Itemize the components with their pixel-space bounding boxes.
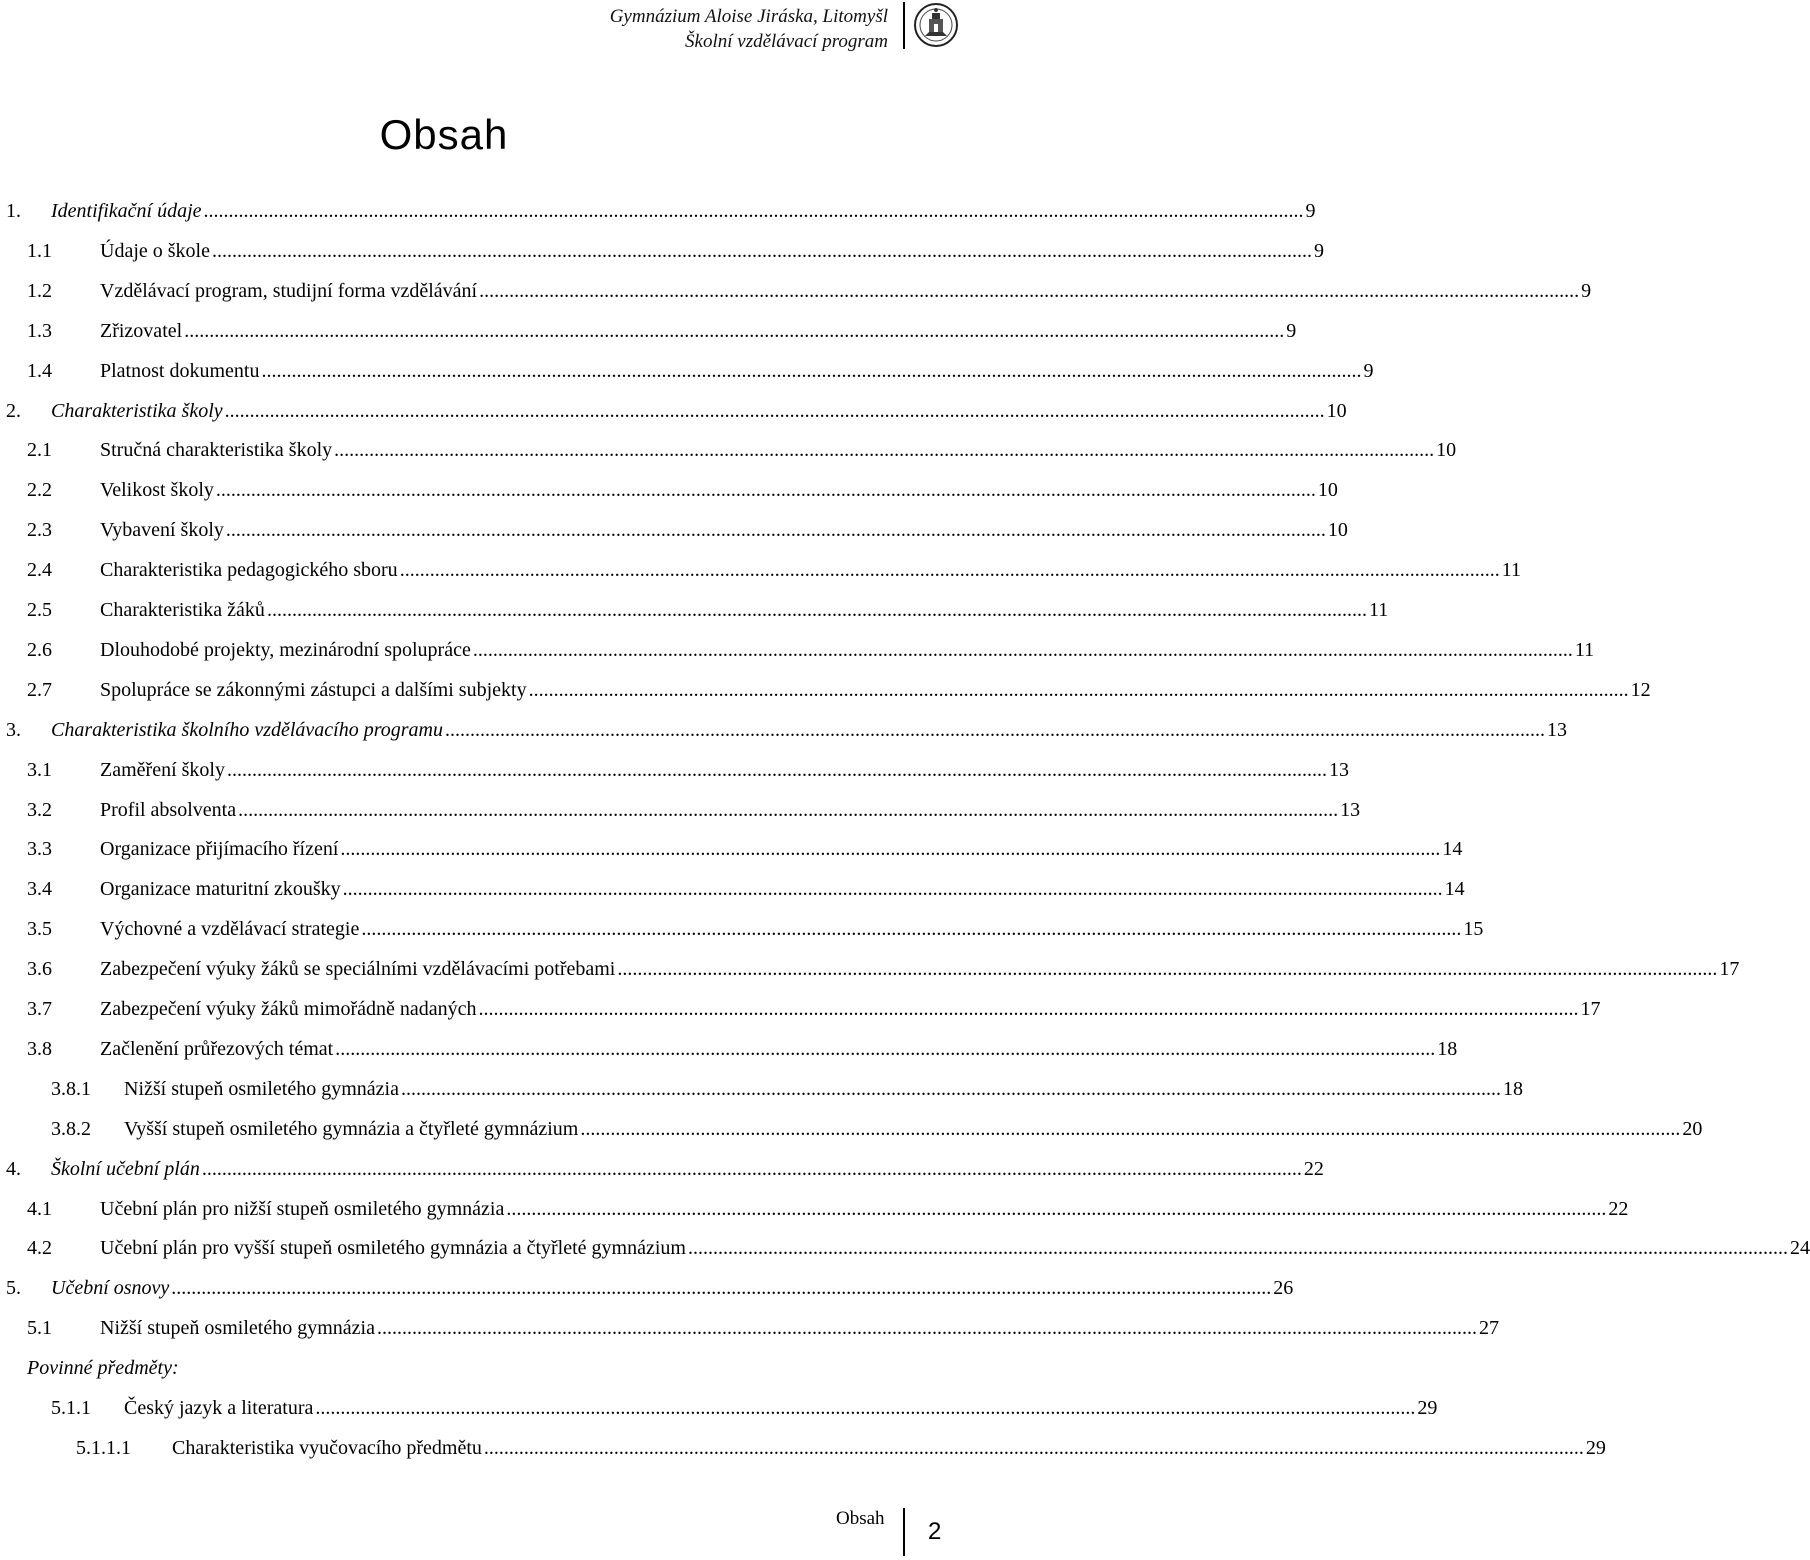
toc-page-number: 12: [1630, 678, 1651, 701]
toc-page-number: 13: [1328, 758, 1349, 781]
toc-entry-line: [100, 1232, 1810, 1264]
toc-entry[interactable]: [0, 355, 1374, 387]
toc-dot-leader: ............................................................................................................................................................................................................................: [211, 239, 1312, 262]
toc-dot-leader: ............................................................................................................................................................................................................................: [478, 998, 1579, 1020]
toc-entry-title[interactable]: Profil absolventa: [100, 798, 237, 821]
toc-entry[interactable]: [0, 794, 1361, 826]
toc-entry-title[interactable]: Dlouhodobé projekty, mezinárodní spolupráce: [100, 638, 471, 661]
toc-page-number: 13: [1547, 718, 1567, 741]
toc-page-number: 9: [1363, 359, 1374, 382]
toc-entry-line: [51, 1153, 1324, 1185]
toc-entry-title[interactable]: Nižší stupeň osmiletého gymnázia: [124, 1077, 399, 1100]
toc-entry[interactable]: [0, 514, 1348, 546]
toc-page-number: 22: [1303, 1157, 1324, 1180]
toc-entry[interactable]: [0, 873, 1465, 905]
toc-dot-leader: ............................................................................................................................................................................................................................: [335, 1037, 1436, 1060]
toc-entry-title[interactable]: Vzdělávací program, studijní forma vzdělávání: [100, 279, 478, 302]
toc-entry-title[interactable]: Začlenění průřezových témat: [100, 1037, 334, 1060]
toc-dot-leader: ............................................................................................................................................................................................................................: [361, 918, 1462, 941]
toc-entry-number: 5.1.1.1: [76, 1436, 131, 1459]
toc-entry-title[interactable]: Organizace přijímacího řízení: [100, 838, 339, 861]
toc-page-number: 9: [1581, 279, 1592, 302]
page-header: [0, 0, 960, 60]
footer-section-label: Obsah: [836, 1508, 885, 1529]
toc-dot-leader: ............................................................................................................................................................................................................................: [201, 1157, 1302, 1180]
toc-entry[interactable]: [0, 1312, 1499, 1344]
toc-dot-leader: ............................................................................................................................................................................................................................: [334, 439, 1435, 462]
toc-entry-title[interactable]: Charakteristika žáků: [100, 599, 265, 621]
toc-dot-leader: ............................................................................................................................................................................................................................: [506, 1197, 1607, 1220]
toc-page-number: 27: [1478, 1317, 1499, 1340]
toc-entry-number: 1.2: [27, 279, 52, 302]
toc-entry-title[interactable]: Učební osnovy: [51, 1277, 170, 1300]
toc-entry-title[interactable]: Výchovné a vzdělávací strategie: [100, 918, 360, 941]
toc-dot-leader: ............................................................................................................................................................................................................................: [445, 718, 1545, 741]
toc-entry-number: 3.5: [27, 918, 52, 941]
toc-entry-title[interactable]: Český jazyk a literatura: [124, 1397, 314, 1419]
toc-entry-line: [124, 1113, 1703, 1145]
toc-entry-line: [100, 873, 1465, 905]
toc-entry-number: 2.7: [27, 678, 52, 701]
toc-page-number: 14: [1444, 878, 1465, 901]
school-crest-logo-icon: [913, 0, 959, 50]
toc-dot-leader: ............................................................................................................................................................................................................................: [617, 958, 1718, 981]
toc-entry[interactable]: [0, 474, 1338, 506]
toc-dot-leader: ............................................................................................................................................................................................................................: [342, 878, 1443, 901]
toc-entry-number: 1.3: [27, 319, 52, 342]
toc-entry-line: [100, 953, 1740, 985]
toc-entry-number: 3.2: [27, 798, 52, 821]
toc-entry[interactable]: [0, 714, 1567, 746]
toc-entry[interactable]: [0, 754, 1349, 786]
toc-entry-title[interactable]: Školní učební plán: [51, 1157, 200, 1180]
toc-entry[interactable]: [0, 554, 1521, 586]
toc-dot-leader: ............................................................................................................................................................................................................................: [215, 479, 1316, 502]
toc-entry-number: 3.1: [27, 758, 52, 781]
toc-group-heading: Povinné předměty:: [27, 1357, 179, 1380]
toc-entry-number: 1.1: [27, 239, 52, 262]
toc-page-number: 10: [1326, 399, 1347, 422]
toc-entry-number: 5.1: [27, 1317, 52, 1340]
header-program-name: Školní vzdělávací program: [685, 31, 888, 52]
toc-page-number: 26: [1273, 1277, 1294, 1300]
toc-entry-line: [100, 833, 1463, 865]
toc-dot-leader: ............................................................................................................................................................................................................................: [687, 1237, 1788, 1260]
toc-dot-leader: ............................................................................................................................................................................................................................: [261, 359, 1362, 382]
toc-entry[interactable]: [0, 993, 1601, 1025]
toc-entry-line: [100, 794, 1361, 826]
toc-entry-number: 2.6: [27, 638, 52, 661]
toc-page-number: 11: [1501, 559, 1521, 582]
toc-dot-leader: ............................................................................................................................................................................................................................: [479, 279, 1580, 302]
toc-entry-title[interactable]: Učební plán pro vyšší stupeň osmiletého gymnázia a čtyřleté gymnázium: [100, 1237, 686, 1260]
toc-entry-title[interactable]: Vyšší stupeň osmiletého gymnázia a čtyřleté gymnázium: [124, 1117, 579, 1140]
toc-entry-number: 3.8.1: [51, 1077, 91, 1100]
toc-entry[interactable]: [0, 434, 1457, 466]
toc-entry-line: [51, 195, 1316, 227]
toc-entry-title[interactable]: Spolupráce se zákonnými zástupci a dalšími subjekty: [100, 678, 527, 701]
toc-entry-number: 2.5: [27, 599, 52, 621]
toc-entry[interactable]: [0, 674, 1651, 706]
page-title: Obsah: [379, 111, 509, 158]
toc-entry[interactable]: [0, 1272, 1294, 1304]
toc-entry-line: [100, 315, 1297, 347]
toc-entry[interactable]: [0, 315, 1297, 347]
toc-entry-line: [100, 235, 1324, 267]
toc-dot-leader: ............................................................................................................................................................................................................................: [224, 399, 1325, 422]
toc-entry[interactable]: [0, 1193, 1629, 1225]
toc-entry-line: [100, 754, 1349, 786]
toc-entry-line: [100, 1193, 1629, 1225]
toc-entry[interactable]: [0, 1232, 1810, 1264]
toc-entry-number: 3.: [6, 718, 21, 741]
toc-entry-number: 2.2: [27, 479, 52, 502]
toc-page-number: 29: [1417, 1397, 1438, 1419]
toc-dot-leader: ............................................................................................................................................................................................................................: [483, 1436, 1584, 1459]
toc-entry-line: [51, 1272, 1294, 1304]
toc-dot-leader: ............................................................................................................................................................................................................................: [184, 319, 1285, 342]
footer-page-number: 2: [928, 1518, 942, 1545]
toc-entry-line: [51, 714, 1567, 746]
toc-entry-line: [51, 395, 1347, 427]
toc-entry-line: [100, 594, 1389, 626]
toc-entry[interactable]: [0, 594, 1389, 626]
toc-entry-line: [100, 275, 1592, 307]
toc-entry-number: 3.4: [27, 878, 52, 901]
toc-entry-title[interactable]: Zabezpečení výuky žáků se speciálními vzdělávacími potřebami: [100, 958, 616, 981]
toc-entry-number: 1.: [6, 200, 21, 222]
toc-entry[interactable]: [0, 953, 1740, 985]
toc-entry-number: 2.1: [27, 439, 52, 462]
toc-page-number: 13: [1340, 798, 1361, 821]
toc-entry[interactable]: [0, 395, 1347, 427]
toc-dot-leader: ............................................................................................................................................................................................................................: [376, 1317, 1477, 1340]
toc-entry-line: [100, 674, 1651, 706]
toc-page-number: 10: [1317, 479, 1338, 502]
toc-entry-number: 3.3: [27, 838, 52, 861]
toc-entry-line: [100, 634, 1595, 666]
toc-entry-line: [100, 355, 1374, 387]
toc-entry-title[interactable]: Stručná charakteristika školy: [100, 439, 333, 462]
toc-entry-title[interactable]: Charakteristika vyučovacího předmětu: [172, 1436, 482, 1459]
toc-page-number: 29: [1585, 1436, 1606, 1459]
toc-entry[interactable]: [0, 1352, 960, 1384]
toc-entry[interactable]: [0, 1432, 1606, 1464]
toc-entry-number: 5.1.1: [51, 1397, 91, 1419]
toc-page-number: 11: [1368, 599, 1389, 621]
toc-entry[interactable]: [0, 275, 1592, 307]
toc-entry-number: 4.2: [27, 1237, 52, 1260]
toc-entry-number: 3.6: [27, 958, 52, 981]
toc-page-number: 9: [1313, 239, 1324, 262]
toc-entry-title[interactable]: Identifikační údaje: [51, 200, 202, 222]
toc-entry-line: [124, 1392, 1438, 1424]
toc-entry-title[interactable]: Zřizovatel: [100, 319, 183, 342]
toc-entry-title[interactable]: Zabezpečení výuky žáků mimořádně nadaných: [100, 998, 477, 1020]
toc-entry-title[interactable]: Zaměření školy: [100, 758, 225, 781]
toc-dot-leader: ............................................................................................................................................................................................................................: [171, 1277, 1272, 1300]
toc-page-number: 18: [1437, 1037, 1458, 1060]
toc-entry-number: 2.3: [27, 519, 52, 542]
toc-page-number: 15: [1463, 918, 1484, 941]
toc-entry-number: 4.: [6, 1157, 21, 1180]
toc-entry-title[interactable]: Údaje o škole: [100, 239, 210, 262]
toc-entry-line: [100, 514, 1348, 546]
footer-divider: [903, 1508, 905, 1556]
toc-entry-title[interactable]: Nižší stupeň osmiletého gymnázia: [100, 1317, 375, 1340]
toc-entry-line: [124, 1073, 1523, 1105]
toc-entry[interactable]: [0, 235, 1324, 267]
toc-dot-leader: ............................................................................................................................................................................................................................: [225, 519, 1326, 542]
toc-entry[interactable]: [0, 1113, 1703, 1145]
toc-entry[interactable]: [0, 1153, 1324, 1185]
toc-entry-line: [100, 993, 1601, 1025]
toc-page-number: 17: [1719, 958, 1740, 981]
toc-entry-number: 3.8.2: [51, 1117, 91, 1140]
toc-entry-line: [100, 1033, 1458, 1065]
toc-entry[interactable]: [0, 634, 1595, 666]
toc-dot-leader: ............................................................................................................................................................................................................................: [203, 200, 1304, 222]
header-school-name: Gymnázium Aloise Jiráska, Litomyšl: [609, 6, 888, 27]
toc-entry[interactable]: [0, 1392, 1438, 1424]
toc-entry-number: 5.: [6, 1277, 21, 1300]
toc-page-number: 20: [1682, 1117, 1703, 1140]
toc-entry-title[interactable]: Charakteristika školy: [51, 399, 223, 422]
toc-entry-title[interactable]: Učební plán pro nižší stupeň osmiletého gymnázia: [100, 1197, 505, 1220]
toc-entry[interactable]: [0, 1033, 1458, 1065]
header-divider: [903, 2, 905, 49]
toc-entry-line: [100, 554, 1521, 586]
toc-page-number: 24: [1789, 1237, 1810, 1260]
toc-dot-leader: ............................................................................................................................................................................................................................: [528, 678, 1629, 701]
toc-dot-leader: ............................................................................................................................................................................................................................: [472, 638, 1573, 661]
toc-entry[interactable]: [0, 1073, 1523, 1105]
toc-entry-line: [100, 434, 1457, 466]
toc-entry-line: [100, 913, 1484, 945]
toc-entry-line: [172, 1432, 1606, 1464]
toc-dot-leader: ............................................................................................................................................................................................................................: [580, 1117, 1681, 1140]
toc-entry-number: 3.7: [27, 998, 52, 1020]
toc-page-number: 14: [1442, 838, 1463, 861]
toc-entry-title[interactable]: Organizace maturitní zkoušky: [100, 878, 341, 901]
toc-entry-title[interactable]: Charakteristika pedagogického sboru: [100, 559, 398, 582]
toc-page-number: 9: [1286, 319, 1297, 342]
toc-page-number: 17: [1580, 998, 1601, 1020]
toc-page-number: 10: [1327, 519, 1348, 542]
toc-entry-number: 3.8: [27, 1037, 52, 1060]
toc-entry-number: 2.4: [27, 559, 52, 582]
header-text: [610, 4, 888, 54]
toc-dot-leader: ............................................................................................................................................................................................................................: [315, 1397, 1416, 1419]
toc-entry-number: 1.4: [27, 359, 52, 382]
toc-page-number: 22: [1608, 1197, 1629, 1220]
toc-entry-number: 2.: [6, 399, 21, 422]
toc-dot-leader: ............................................................................................................................................................................................................................: [238, 798, 1339, 821]
toc-dot-leader: ............................................................................................................................................................................................................................: [226, 758, 1327, 781]
toc-entry[interactable]: [0, 833, 1463, 865]
toc-dot-leader: ............................................................................................................................................................................................................................: [399, 559, 1500, 582]
toc-entry-line: [100, 1312, 1499, 1344]
toc-entry[interactable]: [0, 913, 1484, 945]
toc-dot-leader: ............................................................................................................................................................................................................................: [400, 1077, 1501, 1100]
toc-dot-leader: ............................................................................................................................................................................................................................: [266, 599, 1367, 621]
toc-entry-title[interactable]: Charakteristika školního vzdělávacího programu: [51, 718, 443, 741]
toc-entry[interactable]: [0, 195, 1316, 227]
toc-entry-number: 4.1: [27, 1197, 52, 1220]
toc-page-number: 10: [1436, 439, 1457, 462]
toc-page-number: 11: [1574, 638, 1595, 661]
toc-dot-leader: ............................................................................................................................................................................................................................: [340, 838, 1441, 861]
toc-page-number: 9: [1305, 200, 1316, 222]
toc-entry-line: [100, 474, 1338, 506]
toc-page-number: 18: [1502, 1077, 1523, 1100]
toc-entry-title[interactable]: Platnost dokumentu: [100, 359, 260, 382]
toc-entry-title[interactable]: Vybavení školy: [100, 519, 224, 542]
toc-entry-title[interactable]: Velikost školy: [100, 479, 214, 502]
